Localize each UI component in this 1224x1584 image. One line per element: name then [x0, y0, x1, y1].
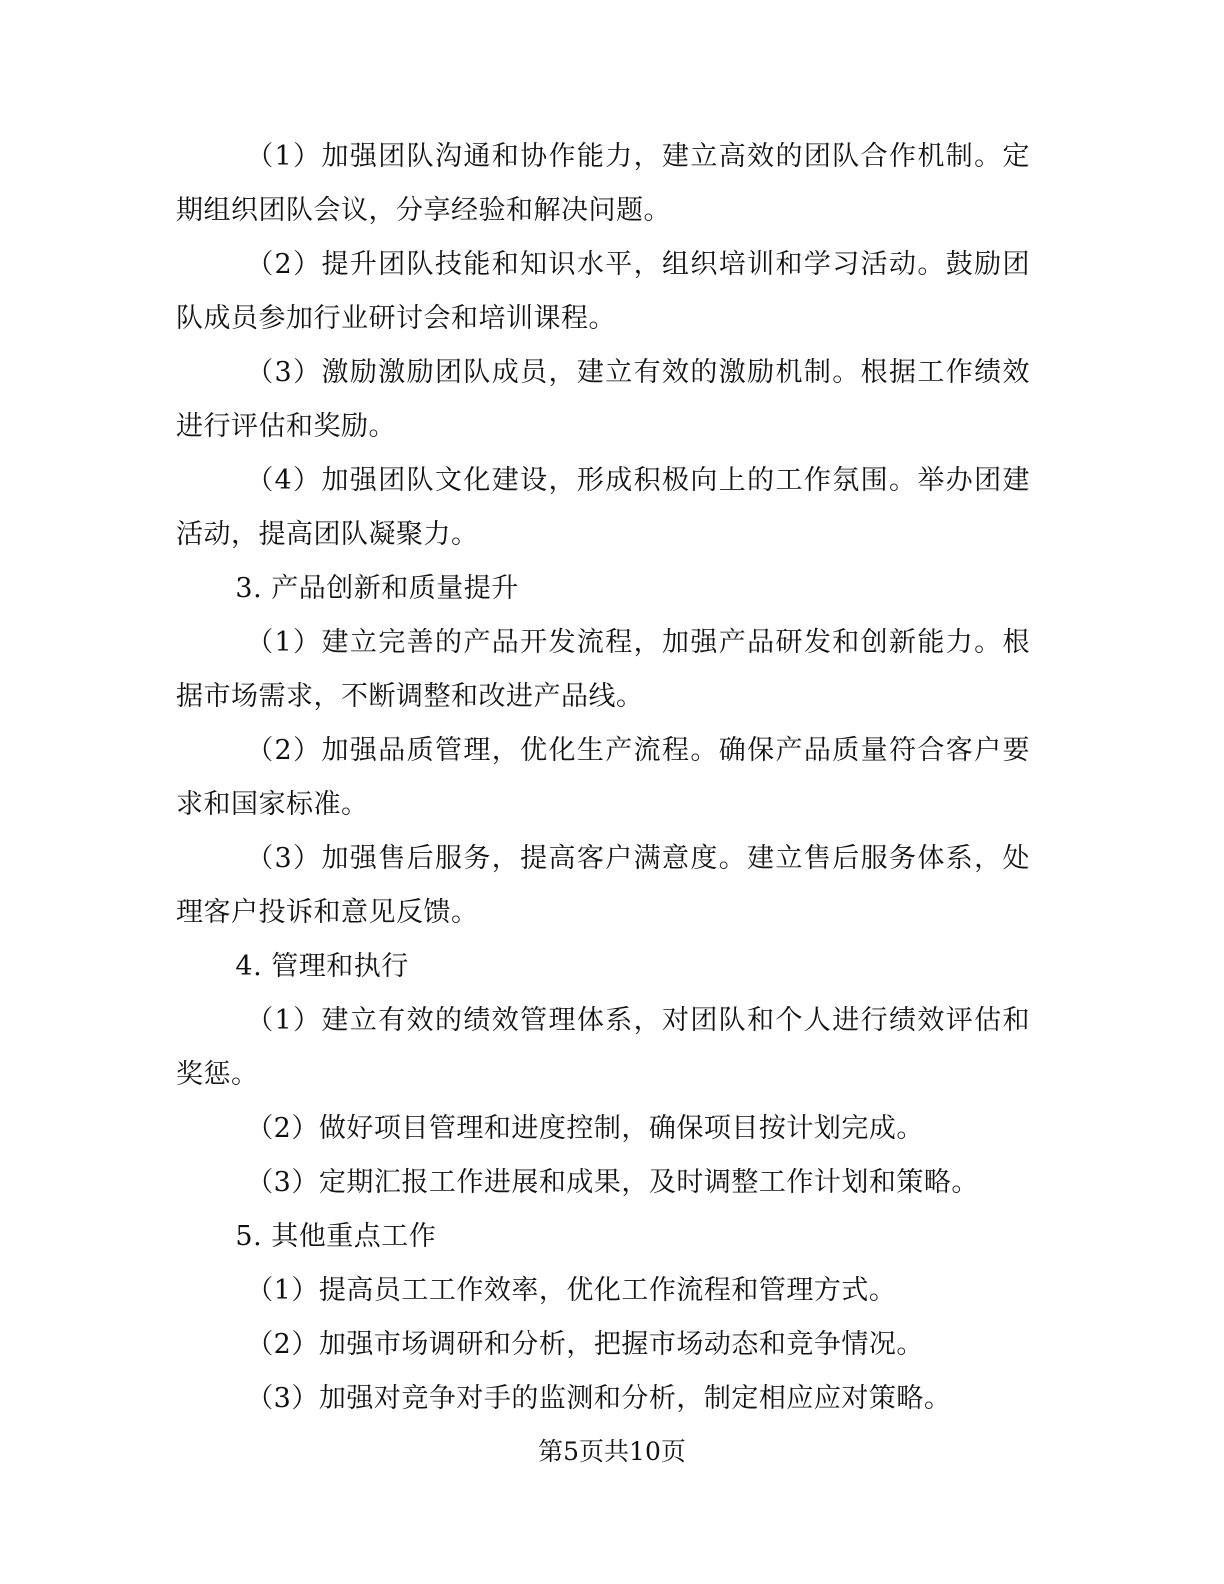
- paragraph-quality-management: （2）加强品质管理，优化生产流程。确保产品质量符合客户要求和国家标准。: [176, 735, 1030, 820]
- section-heading-product-innovation: 3. 产品创新和质量提升: [235, 573, 519, 604]
- paragraph-team-incentives: （3）激励激励团队成员，建立有效的激励机制。根据工作绩效进行评估和奖励。: [176, 357, 1030, 442]
- section-heading-other-work: 5. 其他重点工作: [235, 1221, 437, 1252]
- paragraph-product-development: （1）建立完善的产品开发流程，加强产品研发和创新能力。根据市场需求，不断调整和改进产品线。: [176, 627, 1030, 712]
- paragraph-market-research: （2）加强市场调研和分析，把握市场动态和竞争情况。: [246, 1329, 924, 1360]
- paragraph-project-management: （2）做好项目管理和进度控制，确保项目按计划完成。: [246, 1113, 924, 1144]
- paragraph-performance-management: （1）建立有效的绩效管理体系，对团队和个人进行绩效评估和奖惩。: [176, 1005, 1030, 1090]
- paragraph-competitor-monitoring: （3）加强对竞争对手的监测和分析，制定相应应对策略。: [246, 1383, 952, 1414]
- document-body: [176, 130, 1030, 1426]
- paragraph-team-communication: （1）加强团队沟通和协作能力，建立高效的团队合作机制。定期组织团队会议，分享经验和解决问题。: [176, 141, 1030, 226]
- page-number-footer: 第5页共10页: [538, 1437, 686, 1466]
- section-heading-management: 4. 管理和执行: [235, 951, 409, 982]
- paragraph-team-skills: （2）提升团队技能和知识水平，组织培训和学习活动。鼓励团队成员参加行业研讨会和培训课程。: [176, 249, 1030, 334]
- paragraph-progress-reporting: （3）定期汇报工作进展和成果，及时调整工作计划和策略。: [246, 1167, 979, 1198]
- paragraph-employee-efficiency: （1）提高员工工作效率，优化工作流程和管理方式。: [246, 1275, 897, 1306]
- paragraph-after-sales-service: （3）加强售后服务，提高客户满意度。建立售后服务体系，处理客户投诉和意见反馈。: [176, 843, 1030, 928]
- paragraph-team-culture: （4）加强团队文化建设，形成积极向上的工作氛围。举办团建活动，提高团队凝聚力。: [176, 465, 1030, 550]
